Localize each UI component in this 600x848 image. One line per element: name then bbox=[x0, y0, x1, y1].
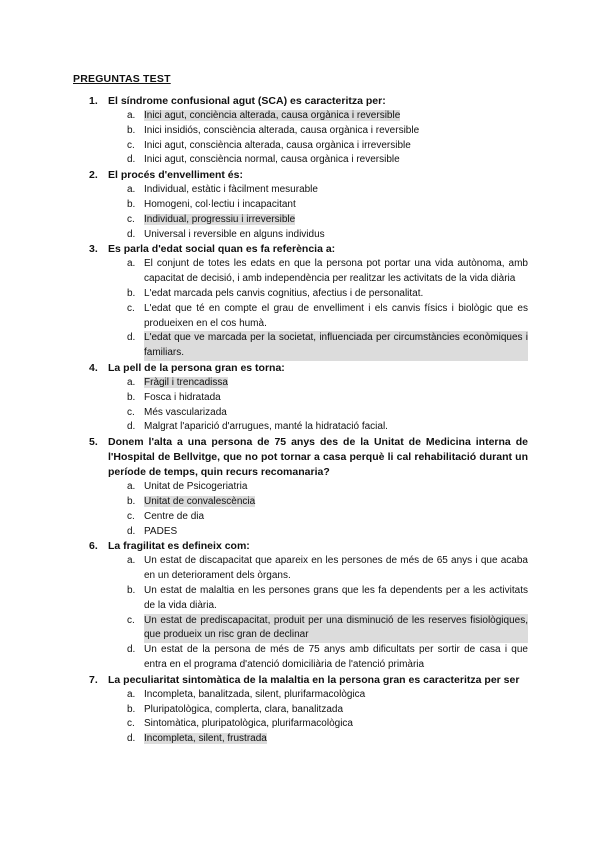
option-a bbox=[0, 109, 600, 124]
option-text: El conjunt de totes les edats en que la persona pot portar una vida autònoma, amb capacitat de decisió, i amb independència per realitzar les activitats de la vida diària bbox=[144, 258, 528, 285]
option-letter: c. bbox=[127, 213, 135, 225]
option-b bbox=[0, 287, 600, 302]
option-text: L'edat que té en compte el grau de envelliment i els canvis físics i biològic que es produeixen en el cos humà. bbox=[144, 302, 528, 329]
question-number: 5. bbox=[89, 436, 98, 449]
option-text: PADES bbox=[144, 525, 178, 537]
option-a bbox=[0, 376, 600, 391]
option-text: Un estat de malaltia en les persones grans que les fa dependents per a les activitats de la vida diària. bbox=[144, 584, 528, 611]
option-d bbox=[0, 420, 600, 435]
question-text: La pell de la persona gran es torna: bbox=[108, 361, 285, 374]
option-d bbox=[0, 732, 600, 747]
option-a bbox=[0, 480, 600, 495]
option-c bbox=[0, 213, 600, 228]
option-letter: b. bbox=[127, 198, 136, 210]
option-text-highlighted: Incompleta, silent, frustrada bbox=[144, 733, 267, 745]
option-letter: d. bbox=[127, 228, 136, 240]
option-letter: b. bbox=[127, 495, 136, 507]
option-text: Centre de dia bbox=[144, 510, 205, 522]
option-letter: c. bbox=[127, 510, 135, 522]
question-text: Donem l'alta a una persona de 75 anys des de la Unitat de Medicina interna de l'Hospital de Bellvitge, que no pot tornar a casa perquè li cal rehabilitació durant un període de temps, quin recurs recomanaria? bbox=[108, 436, 528, 479]
question-1 bbox=[0, 94, 600, 168]
option-text: Més vascularizada bbox=[144, 406, 227, 418]
option-letter: a. bbox=[127, 258, 136, 270]
option-text: Individual, estàtic i fàcilment mesurable bbox=[144, 184, 318, 196]
option-d bbox=[0, 228, 600, 243]
option-b bbox=[0, 124, 600, 139]
option-text: Universal i reversible en alguns individus bbox=[144, 228, 325, 240]
question-5 bbox=[0, 435, 600, 539]
question-7 bbox=[0, 673, 600, 747]
question-number: 4. bbox=[89, 361, 98, 374]
option-letter: c. bbox=[127, 718, 135, 730]
question-number: 1. bbox=[89, 95, 98, 107]
option-text-highlighted: Unitat de convalescència bbox=[144, 495, 256, 507]
page-title: PREGUNTAS TEST bbox=[73, 73, 171, 85]
question-text: El síndrome confusional agut (SCA) es caracteritza per: bbox=[108, 95, 386, 107]
option-a bbox=[0, 257, 600, 287]
option-text-highlighted: Un estat de prediscapacitat, produit per una disminució de les reserves fisiològiques, que produeix un risc gran de declinar bbox=[144, 614, 528, 644]
option-text: Un estat de la persona de més de 75 anys amb dificultats per sortir de casa i que entra en el programa d'atenció domiciliària de l'atenció primària bbox=[144, 644, 528, 670]
option-letter: a. bbox=[127, 110, 136, 121]
option-b bbox=[0, 584, 600, 614]
option-c bbox=[0, 717, 600, 732]
option-text-highlighted: Individual, progressiu i irreversible bbox=[144, 213, 296, 225]
option-b bbox=[0, 495, 600, 510]
option-text: Inici agut, consciència normal, causa orgànica i reversible bbox=[144, 154, 400, 166]
option-letter: b. bbox=[127, 287, 136, 299]
option-text: Fosca i hidratada bbox=[144, 391, 221, 403]
question-list bbox=[0, 94, 600, 747]
option-text: Malgrat l'aparició d'arrugues, manté la hidratació facial. bbox=[144, 421, 388, 433]
option-text: Inici agut, consciència alterada, causa orgànica i irreversible bbox=[144, 139, 411, 151]
question-number: 2. bbox=[89, 169, 98, 182]
option-d bbox=[0, 331, 600, 361]
question-text: La fragilitat es defineix com: bbox=[108, 540, 250, 553]
option-text: Homogeni, col·lectiu i incapacitant bbox=[144, 198, 296, 210]
option-letter: d. bbox=[127, 525, 136, 537]
option-letter: c. bbox=[127, 614, 135, 626]
question-2 bbox=[0, 168, 600, 242]
question-number: 6. bbox=[89, 540, 98, 553]
option-text-highlighted: Fràgil i trencadissa bbox=[144, 376, 228, 388]
option-text-highlighted: L'edat que ve marcada per la societat, influenciada per circumstàncies econòmiques i familiars. bbox=[144, 331, 528, 361]
option-c bbox=[0, 510, 600, 525]
option-b bbox=[0, 703, 600, 718]
option-c bbox=[0, 139, 600, 154]
option-d bbox=[0, 153, 600, 168]
question-text: La peculiaritat sintomàtica de la malaltia en la persona gran es caracteritza per ser bbox=[108, 673, 520, 686]
option-letter: b. bbox=[127, 703, 136, 715]
option-b bbox=[0, 198, 600, 213]
question-6 bbox=[0, 539, 600, 672]
option-a bbox=[0, 183, 600, 198]
question-text: El procés d'envelliment és: bbox=[108, 169, 243, 182]
option-letter: d. bbox=[127, 154, 136, 166]
option-letter: a. bbox=[127, 555, 136, 567]
option-letter: a. bbox=[127, 184, 136, 196]
option-text: Pluripatològica, complerta, clara, banalitzada bbox=[144, 703, 343, 715]
option-letter: c. bbox=[127, 139, 135, 151]
option-letter: d. bbox=[127, 421, 136, 433]
option-letter: a. bbox=[127, 481, 136, 493]
option-text: L'edat marcada pels canvis cognitius, afectius i de personalitat. bbox=[144, 287, 424, 299]
option-d bbox=[0, 525, 600, 540]
option-text: Incompleta, banalitzada, silent, plurifarmacològica bbox=[144, 688, 366, 700]
option-text: Sintomàtica, pluripatològica, plurifarmacològica bbox=[144, 718, 353, 730]
option-letter: d. bbox=[127, 733, 136, 745]
question-text: Es parla d'edat social quan es fa referència a: bbox=[108, 243, 336, 256]
option-text-highlighted: Inici agut, conciència alterada, causa orgànica i reversible bbox=[144, 110, 401, 121]
question-number: 3. bbox=[89, 243, 98, 256]
option-letter: c. bbox=[127, 302, 135, 314]
option-a bbox=[0, 554, 600, 584]
option-letter: b. bbox=[127, 124, 136, 136]
option-text: Un estat de discapacitat que apareix en les persones de més de 65 anys i que acaba en un deteriorament dels òrgans. bbox=[144, 555, 528, 582]
option-letter: b. bbox=[127, 584, 136, 596]
option-d bbox=[0, 643, 600, 673]
question-3 bbox=[0, 242, 600, 361]
option-text: Unitat de Psicogeriatria bbox=[144, 481, 248, 493]
option-a bbox=[0, 688, 600, 703]
option-letter: a. bbox=[127, 688, 136, 700]
option-letter: d. bbox=[127, 644, 136, 656]
option-c bbox=[0, 614, 600, 644]
option-letter: a. bbox=[127, 376, 136, 388]
question-number: 7. bbox=[89, 673, 98, 686]
option-letter: b. bbox=[127, 391, 136, 403]
option-c bbox=[0, 302, 600, 332]
option-b bbox=[0, 391, 600, 406]
question-4 bbox=[0, 361, 600, 435]
option-letter: d. bbox=[127, 332, 136, 344]
option-text: Inici insidiós, consciència alterada, causa orgànica i reversible bbox=[144, 124, 420, 136]
option-letter: c. bbox=[127, 406, 135, 418]
option-c bbox=[0, 406, 600, 421]
